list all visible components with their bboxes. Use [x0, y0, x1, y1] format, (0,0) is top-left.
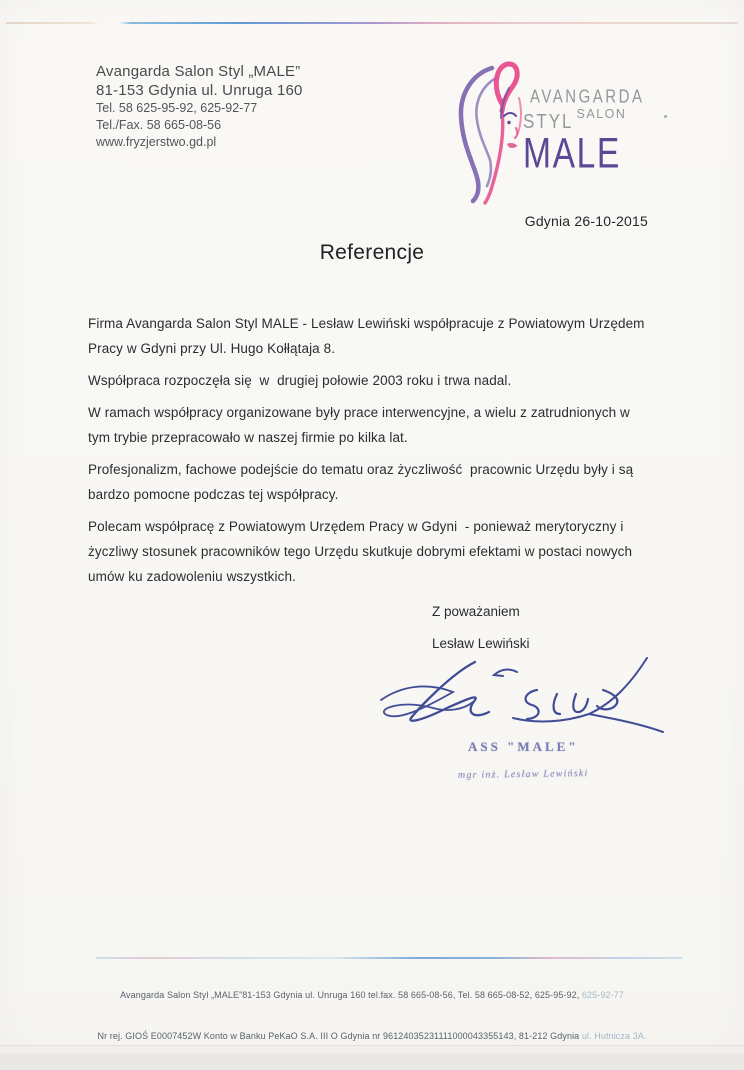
- logo-wordmark: [523, 86, 645, 177]
- footer-line-1: [40, 989, 704, 1003]
- paragraph-4: [88, 457, 678, 507]
- scan-top-edge-artifact: [6, 22, 738, 24]
- closing-salutation: Z poważaniem: [432, 604, 520, 619]
- footer-line2-text: Nr rej. GIOŚ E0007452W Konto w Banku PeKaO S.A. III O Gdynia nr 96124035231111000043355143, 81-212 Gdynia: [97, 1030, 582, 1041]
- footer-divider: [96, 957, 682, 959]
- body-line: Współpraca rozpoczęła się w drugiej połowie 2003 roku i trwa nadal.: [88, 373, 512, 388]
- body-line: życzliwy stosunek pracowników tego Urzędu skutkuje dobrymi efektami w postaci nowych: [88, 544, 633, 559]
- logo-word-avangarda: AVANGARDA: [530, 86, 645, 108]
- company-address: 81-153 Gdynia ul. Unruga 160: [96, 82, 303, 99]
- footer-line2-faded-text: ul. Hutnicza 3A.: [581, 1030, 647, 1041]
- letter-title: Referencje: [319, 241, 425, 264]
- stamp-owner-line: mgr inż. Lesław Lewiński: [457, 768, 589, 781]
- company-phone: Tel. 58 625-95-92, 625-92-77: [96, 101, 258, 115]
- letter-body: [88, 311, 678, 596]
- paragraph-3: [88, 400, 678, 450]
- company-name: Avangarda Salon Styl „MALE”: [96, 63, 301, 80]
- logo-word-salon: SALON: [576, 107, 627, 121]
- body-line: Pracy w Gdyni przy Ul. Hugo Kołłątaja 8.: [88, 341, 336, 356]
- paragraph-5: [88, 514, 678, 589]
- body-line: Firma Avangarda Salon Styl MALE - Lesław Lewiński współpracuje z Powiatowym Urzędem: [88, 316, 645, 331]
- logo-woman-hair-icon: [452, 58, 532, 211]
- body-line: umów ku zadowoleniu wszystkich.: [88, 569, 296, 584]
- handwritten-signature: [375, 648, 670, 745]
- stamp-company-line: ASS "MALE": [468, 739, 579, 754]
- scan-speck: [664, 115, 667, 118]
- body-line: Profesjonalizm, fachowe podejście do tematu oraz życzliwość pracownic Urzędu były i są: [88, 462, 634, 477]
- letterhead-company-block: [96, 62, 303, 151]
- date-line: Gdynia 26-10-2015: [524, 213, 648, 229]
- body-line: bardzo pomocne podczas tej współpracy.: [88, 487, 339, 502]
- signer-name: Lesław Lewiński: [432, 636, 530, 651]
- paragraph-2: [88, 368, 678, 393]
- paragraph-1: [88, 311, 678, 361]
- body-line: Polecam współpracę z Powiatowym Urzędem Pracy w Gdyni - ponieważ merytoryczny i: [88, 519, 624, 534]
- body-line: tym trybie przepracowało w naszej firmie po kilka lat.: [88, 430, 408, 445]
- footer-line-2: [40, 1030, 704, 1044]
- company-website: www.fryzjerstwo.gd.pl: [96, 135, 217, 149]
- footer-line1-faded-text: 625-92-77: [581, 990, 624, 1000]
- company-telfax: Tel./Fax. 58 665-08-56: [96, 118, 222, 132]
- body-line: W ramach współpracy organizowane były prace interwencyjne, a wielu z zatrudnionych w: [88, 405, 630, 420]
- footer-line1-text: Avangarda Salon Styl „MALE”81-153 Gdynia ul. Unruga 160 tel.fax. 58 665-08-56, Tel. 58 665-08-52, 625-95-92,: [120, 990, 582, 1000]
- logo-word-styl: STYL: [523, 110, 574, 133]
- logo-word-male: MALE: [523, 128, 621, 177]
